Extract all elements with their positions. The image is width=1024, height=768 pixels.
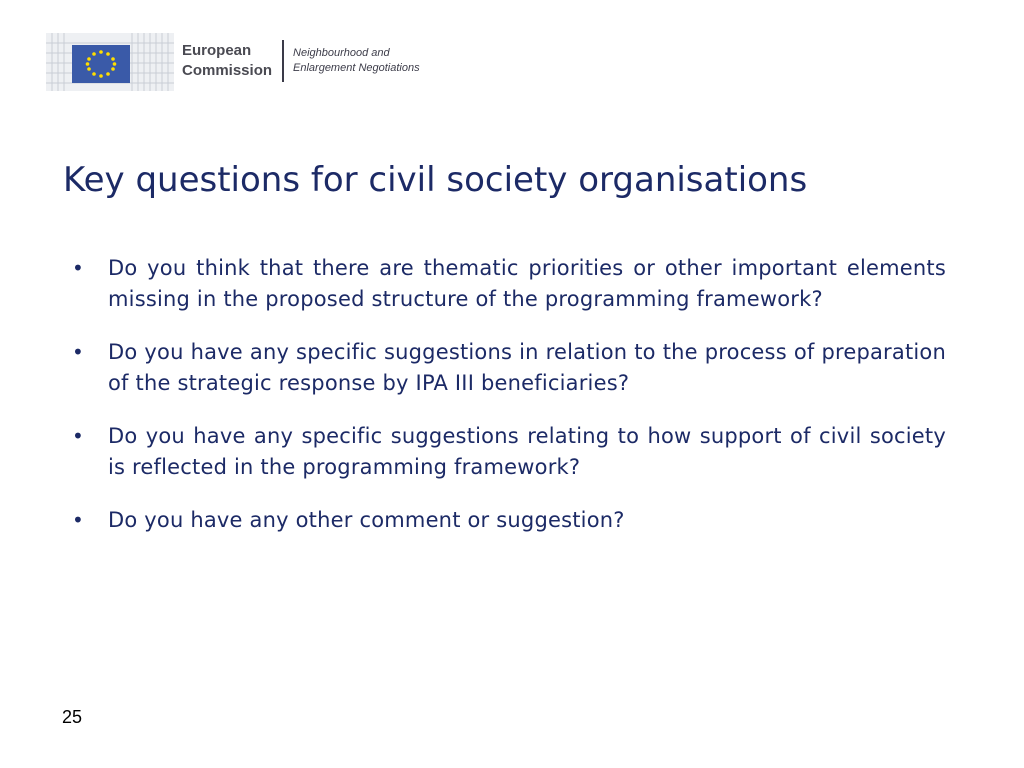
bullet-icon: • <box>72 340 84 364</box>
bullet-item <box>72 421 946 483</box>
header-logo <box>46 28 420 94</box>
eu-flag-building-icon <box>46 29 174 93</box>
dg-name <box>293 46 420 76</box>
bullet-icon: • <box>72 424 84 448</box>
bullet-text: Do you have any specific suggestions in relation to the process of preparation of the strategic response by IPA III beneficiaries? <box>108 340 946 395</box>
page-number: 25 <box>62 707 83 727</box>
bullet-text: Do you have any other comment or suggestion? <box>108 508 625 532</box>
logo-line-commission: Commission <box>182 62 273 79</box>
bullet-item <box>72 337 946 399</box>
bullet-text: Do you have any specific suggestions relating to how support of civil society is reflected in the programming framework? <box>108 424 946 479</box>
bullet-icon: • <box>72 508 84 532</box>
slide-title: Key questions for civil society organisations <box>63 160 808 200</box>
bullet-text: Do you think that there are thematic priorities or other important elements missing in the proposed structure of the programming framework? <box>108 256 946 311</box>
logo-wordmark <box>182 41 272 81</box>
logo-divider <box>282 40 284 82</box>
bullet-list <box>72 253 946 558</box>
bullet-item <box>72 253 946 315</box>
logo-line-european: European <box>182 42 252 59</box>
bullet-icon: • <box>72 256 84 280</box>
bullet-item <box>72 505 946 536</box>
dg-line-1: Neighbourhood and <box>293 47 390 59</box>
dg-line-2: Enlargement Negotiations <box>293 62 420 74</box>
